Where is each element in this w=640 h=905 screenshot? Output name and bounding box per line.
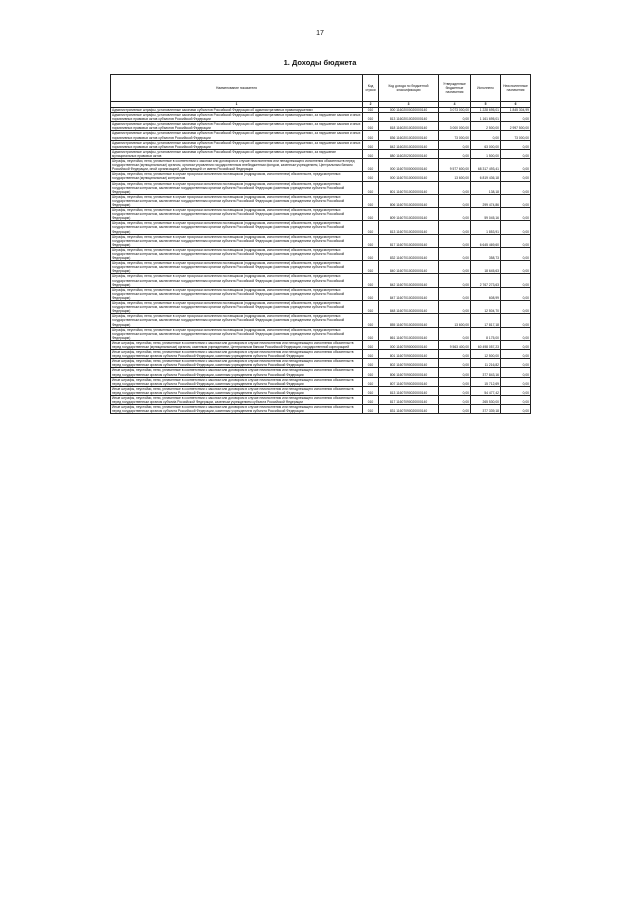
row-indicator-name: Иные штрафы, неустойки, пени, уплаченные в соответствии с законом или договором в случае неисполнения или ненадлежащего исполнения обязательств перед государственным органом субъекта Российской Федерации, казенным учреждением субъекта Российской Федерации — [111, 368, 363, 377]
row-executed-amount: 1 161 695,01 — [471, 113, 501, 122]
row-line-code: 010 — [363, 405, 379, 414]
table-row — [111, 208, 531, 221]
table-row — [111, 340, 531, 349]
row-indicator-name: Штрафы, неустойки, пени, уплаченные в случае просрочки исполнения поставщиком (подрядчиком, исполнителем) обязательств, предусмотренных государственным контрактом, заключенным государственным органом субъекта Российской Федерации (казенным учреждением субъекта Российской Федерации) — [111, 301, 363, 314]
row-revenue-code: 000 11607090000000140 — [379, 340, 439, 349]
row-approved-amount: 0,00 — [439, 274, 471, 287]
row-indicator-name: Административные штрафы, установленные законами субъектов Российской Федерации об административных правонарушениях, за нарушение законов и иных нормативных правовых актов субъектов Российской Федерации — [111, 122, 363, 131]
row-indicator-name: Штрафы, неустойки, пени, уплаченные в случае просрочки исполнения поставщиком (подрядчиком, исполнителем) обязательств, предусмотренных государственным контрактом, заключенным государственным органом субъекта Российской Федерации (казенным учреждением субъекта Российской Федерации) — [111, 274, 363, 287]
row-unexecuted-amount: 1 845 304,99 — [501, 108, 531, 113]
row-unexecuted-amount: 0,00 — [501, 386, 531, 395]
row-indicator-name: Штрафы, неустойки, пени, уплаченные в случае просрочки исполнения поставщиком (подрядчиком, исполнителем) обязательств, предусмотренных государственным контрактом, заключенным государственным органом субъекта Российской Федерации (казенным учреждением субъекта Российской Федерации) — [111, 181, 363, 194]
row-indicator-name: Административные штрафы, установленные законами субъектов Российской Федерации об административных правонарушениях — [111, 108, 363, 113]
row-indicator-name: Штрафы, неустойки, пени, уплаченные в случае просрочки исполнения поставщиком (подрядчиком, исполнителем) обязательств, предусмотренных государственным контрактом, заключенным государственным органом субъекта Российской Федерации (казенным учреждением субъекта Российской Федерации) — [111, 234, 363, 247]
table-row — [111, 274, 531, 287]
header-unexecuted: Неисполненные назначения — [501, 75, 531, 102]
header-approved: Утвержденные бюджетные назначения — [439, 75, 471, 102]
row-executed-amount: 0,00 — [471, 131, 501, 140]
row-unexecuted-amount: 0,00 — [501, 350, 531, 359]
row-unexecuted-amount: 0,00 — [501, 208, 531, 221]
table-row — [111, 327, 531, 340]
row-executed-amount: 6 645 469,60 — [471, 234, 501, 247]
row-approved-amount: 0,00 — [439, 113, 471, 122]
row-executed-amount: 15 712,69 — [471, 377, 501, 386]
row-line-code: 010 — [363, 261, 379, 274]
row-line-code: 010 — [363, 274, 379, 287]
row-executed-amount: 265 530,00 — [471, 396, 501, 405]
table-row — [111, 221, 531, 234]
row-unexecuted-amount: 0,00 — [501, 159, 531, 172]
table-row — [111, 314, 531, 327]
row-revenue-code: 806 11607010020000140 — [379, 194, 439, 207]
row-indicator-name: Штрафы, неустойки, пени, уплаченные в случае просрочки исполнения поставщиком (подрядчиком, исполнителем) обязательств, предусмотренных государственным (муниципальным) контрактом — [111, 172, 363, 181]
row-approved-amount: 3 073 000,00 — [439, 108, 471, 113]
row-executed-amount: 1 853,91 — [471, 221, 501, 234]
row-revenue-code: 848 11607010020000140 — [379, 301, 439, 314]
column-number: 3 — [379, 102, 439, 108]
row-unexecuted-amount: 0,00 — [501, 234, 531, 247]
row-indicator-name: Штрафы, неустойки, пени, уплаченные в случае просрочки исполнения поставщиком (подрядчиком, исполнителем) обязательств, предусмотренных государственным контрактом, заключенным государственным органом субъекта Российской Федерации (казенным учреждением субъекта Российской Федерации) — [111, 314, 363, 327]
row-executed-amount: 2 767 273,63 — [471, 274, 501, 287]
row-revenue-code: 855 11607010020000140 — [379, 314, 439, 327]
row-executed-amount: 6 819 436,18 — [471, 172, 501, 181]
row-revenue-code: 801 11607090020000140 — [379, 350, 439, 359]
row-revenue-code: 842 11607010020000140 — [379, 274, 439, 287]
row-revenue-code: 818 11602010020000140 — [379, 122, 439, 131]
row-revenue-code: 847 11607010020000140 — [379, 287, 439, 300]
row-line-code: 010 — [363, 113, 379, 122]
row-revenue-code: 817 11607090020000140 — [379, 396, 439, 405]
row-approved-amount: 0,00 — [439, 208, 471, 221]
row-unexecuted-amount: 0,00 — [501, 221, 531, 234]
row-indicator-name: Штрафы, неустойки, пени, уплаченные в случае просрочки исполнения поставщиком (подрядчиком, исполнителем) обязательств, предусмотренных государственным контрактом, заключенным государственным органом субъекта Российской Федерации (казенным учреждением субъекта Российской Федерации) — [111, 208, 363, 221]
row-unexecuted-amount: 0,00 — [501, 301, 531, 314]
row-indicator-name: Иные штрафы, неустойки, пени, уплаченные в соответствии с законом или договором в случае неисполнения или ненадлежащего исполнения обязательств перед государственным (муниципальным) органом, казенным учреждением, Центральным банком Российской Федерации, государственной корпорацией — [111, 340, 363, 349]
row-approved-amount: 9 577 600,00 — [439, 159, 471, 172]
row-approved-amount: 0,00 — [439, 221, 471, 234]
row-line-code: 010 — [363, 301, 379, 314]
row-unexecuted-amount: 0,00 — [501, 314, 531, 327]
row-revenue-code: 861 11607010020000140 — [379, 327, 439, 340]
row-revenue-code: 831 11607090020000140 — [379, 405, 439, 414]
row-revenue-code: 840 11607010020000140 — [379, 261, 439, 274]
row-revenue-code: 813 11607090020000140 — [379, 386, 439, 395]
row-approved-amount: 13 600,00 — [439, 314, 471, 327]
table-row — [111, 122, 531, 131]
row-approved-amount: 0,00 — [439, 359, 471, 368]
table-row — [111, 181, 531, 194]
table-row — [111, 377, 531, 386]
row-indicator-name: Иные штрафы, неустойки, пени, уплаченные в соответствии с законом или договором в случае неисполнения или ненадлежащего исполнения обязательств перед государственным органом субъекта Российской Федерации, казенным учреждением субъекта Российской Федерации — [111, 359, 363, 368]
row-executed-amount: 17 817,18 — [471, 314, 501, 327]
header-revenue-code: Код дохода по бюджетной классификации — [379, 75, 439, 102]
row-executed-amount: 8 175,00 — [471, 327, 501, 340]
row-line-code: 010 — [363, 368, 379, 377]
row-approved-amount: 9 563 400,00 — [439, 340, 471, 349]
table-row — [111, 159, 531, 172]
row-executed-amount: 1 500,00 — [471, 149, 501, 158]
header-line-code: Код строки — [363, 75, 379, 102]
row-line-code: 010 — [363, 287, 379, 300]
row-indicator-name: Административные штрафы, установленные законами субъектов Российской Федерации об административных правонарушениях, за нарушение законов и иных нормативных правовых актов субъектов Российской Федерации — [111, 140, 363, 149]
row-line-code: 010 — [363, 247, 379, 260]
table-row — [111, 287, 531, 300]
row-approved-amount: 0,00 — [439, 301, 471, 314]
row-approved-amount: 0,00 — [439, 327, 471, 340]
table-row — [111, 131, 531, 140]
table-body — [111, 108, 531, 414]
row-unexecuted-amount: 0,00 — [501, 405, 531, 414]
row-approved-amount: 0,00 — [439, 405, 471, 414]
row-approved-amount: 0,00 — [439, 194, 471, 207]
row-approved-amount: 0,00 — [439, 181, 471, 194]
header-indicator-name: Наименование показателя — [111, 75, 363, 102]
row-unexecuted-amount: 0,00 — [501, 377, 531, 386]
row-line-code: 010 — [363, 386, 379, 395]
row-revenue-code: 842 11602010020000140 — [379, 140, 439, 149]
row-unexecuted-amount: 0,00 — [501, 396, 531, 405]
row-unexecuted-amount: 0,00 — [501, 274, 531, 287]
row-indicator-name: Штрафы, неустойки, пени, уплаченные в случае просрочки исполнения поставщиком (подрядчиком, исполнителем) обязательств, предусмотренных государственным контрактом, заключенным государственным органом субъекта Российской Федерации (казенным учреждением субъекта Российской Федерации) — [111, 221, 363, 234]
table-row — [111, 172, 531, 181]
row-approved-amount: 0,00 — [439, 287, 471, 300]
row-executed-amount: 18 645,63 — [471, 261, 501, 274]
row-line-code: 010 — [363, 159, 379, 172]
row-unexecuted-amount: 0,00 — [501, 181, 531, 194]
row-line-code: 010 — [363, 221, 379, 234]
row-executed-amount: 11 216,82 — [471, 359, 501, 368]
row-approved-amount: 0,00 — [439, 350, 471, 359]
row-revenue-code: 836 11602010020000140 — [379, 131, 439, 140]
row-indicator-name: Административные штрафы, установленные законами субъектов Российской Федерации об административных правонарушениях, за нарушение муниципальных правовых актов — [111, 149, 363, 158]
table-row — [111, 234, 531, 247]
row-line-code: 010 — [363, 396, 379, 405]
row-approved-amount: 0,00 — [439, 386, 471, 395]
row-line-code: 010 — [363, 122, 379, 131]
row-approved-amount: 73 000,00 — [439, 131, 471, 140]
budget-revenue-table — [110, 74, 531, 414]
row-line-code: 010 — [363, 194, 379, 207]
row-executed-amount: 608,99 — [471, 287, 501, 300]
row-executed-amount: 299 474,86 — [471, 194, 501, 207]
row-revenue-code: 832 11607010020000140 — [379, 247, 439, 260]
row-revenue-code: 813 11607010020000140 — [379, 221, 439, 234]
row-line-code: 010 — [363, 234, 379, 247]
row-executed-amount: 377 339,18 — [471, 405, 501, 414]
row-line-code: 010 — [363, 327, 379, 340]
row-unexecuted-amount: 0,00 — [501, 368, 531, 377]
table-row — [111, 396, 531, 405]
row-unexecuted-amount: 0,00 — [501, 327, 531, 340]
row-unexecuted-amount: 0,00 — [501, 113, 531, 122]
row-revenue-code: 801 11607010020000140 — [379, 181, 439, 194]
row-line-code: 010 — [363, 108, 379, 113]
column-number: 1 — [111, 102, 363, 108]
table-row — [111, 113, 531, 122]
row-unexecuted-amount: 2 997 500,00 — [501, 122, 531, 131]
table-row — [111, 368, 531, 377]
row-approved-amount: 0,00 — [439, 149, 471, 158]
table-row — [111, 405, 531, 414]
column-number: 6 — [501, 102, 531, 108]
row-executed-amount: 12 504,70 — [471, 301, 501, 314]
row-revenue-code: 802 11607090020000140 — [379, 359, 439, 368]
table-row — [111, 140, 531, 149]
row-revenue-code: 807 11607090020000140 — [379, 377, 439, 386]
row-approved-amount: 0,00 — [439, 368, 471, 377]
row-line-code: 010 — [363, 140, 379, 149]
row-indicator-name: Административные штрафы, установленные законами субъектов Российской Федерации об административных правонарушениях, за нарушение законов и иных нормативных правовых актов субъектов Российской Федерации — [111, 113, 363, 122]
row-approved-amount: 0,00 — [439, 140, 471, 149]
table-header-row — [111, 75, 531, 102]
table-row — [111, 149, 531, 158]
table-row — [111, 194, 531, 207]
row-indicator-name: Иные штрафы, неустойки, пени, уплаченные в соответствии с законом или договором в случае неисполнения или ненадлежащего исполнения обязательств перед государственным органом субъекта Российской Федерации, казенным учреждением субъекта Российской Федерации — [111, 377, 363, 386]
row-executed-amount: 68 317 493,41 — [471, 159, 501, 172]
row-indicator-name: Штрафы, неустойки, пени, уплаченные в случае просрочки исполнения поставщиком (подрядчиком, исполнителем) обязательств, предусмотренных государственным контрактом, заключенным государственным органом субъекта Российской Федерации (казенным учреждением субъекта Российской Федерации) — [111, 247, 363, 260]
row-approved-amount: 0,00 — [439, 396, 471, 405]
row-indicator-name: Административные штрафы, установленные законами субъектов Российской Федерации об административных правонарушениях, за нарушение законов и иных нормативных правовых актов субъектов Российской Федерации — [111, 131, 363, 140]
row-unexecuted-amount: 0,00 — [501, 359, 531, 368]
row-revenue-code: 806 11607090020000140 — [379, 368, 439, 377]
row-unexecuted-amount: 73 000,00 — [501, 131, 531, 140]
row-revenue-code: 817 11607010020000140 — [379, 234, 439, 247]
row-indicator-name: Штрафы, неустойки, пени, уплаченные в случае просрочки исполнения поставщиком (подрядчиком, исполнителем) обязательств, предусмотренных государственным контрактом, заключенным государственным органом субъекта Российской Федерации (казенным учреждением субъекта Российской Федерации) — [111, 194, 363, 207]
row-revenue-code: 813 11602010020000140 — [379, 113, 439, 122]
row-unexecuted-amount: 0,00 — [501, 261, 531, 274]
row-executed-amount: 138,18 — [471, 181, 501, 194]
table-row — [111, 247, 531, 260]
row-unexecuted-amount: 0,00 — [501, 247, 531, 260]
row-unexecuted-amount: 0,00 — [501, 340, 531, 349]
row-line-code: 010 — [363, 359, 379, 368]
row-revenue-code: 000 11607000000000140 — [379, 159, 439, 172]
row-line-code: 010 — [363, 340, 379, 349]
row-revenue-code: 809 11607010020000140 — [379, 208, 439, 221]
row-unexecuted-amount: 0,00 — [501, 172, 531, 181]
table-row — [111, 350, 531, 359]
row-executed-amount: 2 500,00 — [471, 122, 501, 131]
table-row — [111, 301, 531, 314]
row-revenue-code: 000 11607010000000140 — [379, 172, 439, 181]
table-row — [111, 386, 531, 395]
row-line-code: 010 — [363, 172, 379, 181]
row-unexecuted-amount: 0,00 — [501, 149, 531, 158]
header-executed: Исполнено — [471, 75, 501, 102]
column-number: 5 — [471, 102, 501, 108]
row-line-code: 010 — [363, 314, 379, 327]
row-approved-amount: 0,00 — [439, 377, 471, 386]
row-indicator-name: Иные штрафы, неустойки, пени, уплаченные в соответствии с законом или договором в случае неисполнения или ненадлежащего исполнения обязательств перед государственным органом субъекта Российской Федерации, казенным учреждением субъекта Российской Федерации — [111, 350, 363, 359]
row-revenue-code: 000 11602000020000140 — [379, 108, 439, 113]
row-line-code: 010 — [363, 181, 379, 194]
row-line-code: 010 — [363, 131, 379, 140]
page-number: 17 — [316, 30, 324, 37]
row-unexecuted-amount: 0,00 — [501, 194, 531, 207]
row-executed-amount: 1 228 695,01 — [471, 108, 501, 113]
row-indicator-name: Штрафы, неустойки, пени, уплаченные в случае просрочки исполнения поставщиком (подрядчиком, исполнителем) обязательств, предусмотренных государственным контрактом, заключенным государственным органом субъекта Российской Федерации (казенным учреждением субъекта Российской Федерации) — [111, 287, 363, 300]
section-title: 1. Доходы бюджета — [283, 58, 357, 67]
row-approved-amount: 0,00 — [439, 247, 471, 260]
row-indicator-name: Иные штрафы, неустойки, пени, уплаченные в соответствии с законом или договором в случае неисполнения или ненадлежащего исполнения обязательств перед государственным органом субъекта Российской Федерации, казенным учреждением субъекта Российской Федерации — [111, 405, 363, 414]
row-executed-amount: 60 498 057,23 — [471, 340, 501, 349]
row-approved-amount: 0,00 — [439, 261, 471, 274]
table-row — [111, 261, 531, 274]
row-executed-amount: 59 045,16 — [471, 208, 501, 221]
row-revenue-code: 880 11602020020000140 — [379, 149, 439, 158]
column-number: 4 — [439, 102, 471, 108]
row-executed-amount: 63 000,00 — [471, 140, 501, 149]
row-line-code: 010 — [363, 208, 379, 221]
row-indicator-name: Штрафы, неустойки, пени, уплаченные в соответствии с законом или договором в случае неисполнения или ненадлежащего исполнения обязательств перед государственным (муниципальным) органом, органом управления государственным внебюджетным фондом, казенным учреждением, Центральным банком Российской Федерации, иной организацией, действующей от имени Российской Федерации — [111, 159, 363, 172]
row-indicator-name: Иные штрафы, неустойки, пени, уплаченные в соответствии с законом или договором в случае неисполнения или ненадлежащего исполнения обязательств перед государственным органом субъекta Российской Федерации, казенным учреждением субъекта Российской Федерации — [111, 396, 363, 405]
column-number: 2 — [363, 102, 379, 108]
row-unexecuted-amount: 0,00 — [501, 140, 531, 149]
row-approved-amount: 0,00 — [439, 234, 471, 247]
table-row — [111, 359, 531, 368]
row-line-code: 010 — [363, 149, 379, 158]
row-executed-amount: 54 477,42 — [471, 386, 501, 395]
row-executed-amount: 358,73 — [471, 247, 501, 260]
row-line-code: 010 — [363, 350, 379, 359]
row-executed-amount: 12 500,00 — [471, 350, 501, 359]
row-indicator-name: Штрафы, неустойки, пени, уплаченные в случае просрочки исполнения поставщиком (подрядчиком, исполнителем) обязательств, предусмотренных государственным контрактом, заключенным государственным органом субъекта Российской Федерации (казенным учреждением субъекта Российской Федерации) — [111, 327, 363, 340]
row-line-code: 010 — [363, 377, 379, 386]
row-indicator-name: Иные штрафы, неустойки, пени, уплаченные в соответствии с законом или договором в случае неисполнения или ненадлежащего исполнения обязательств перед государственным органом субъекта Российской Федерации, казенным учреждением субъекта Российской Федерации — [111, 386, 363, 395]
row-unexecuted-amount: 0,00 — [501, 287, 531, 300]
row-approved-amount: 3 000 000,00 — [439, 122, 471, 131]
row-approved-amount: 13 600,00 — [439, 172, 471, 181]
row-indicator-name: Штрафы, неустойки, пени, уплаченные в случае просрочки исполнения поставщиком (подрядчиком, исполнителем) обязательств, предусмотренных государственным контрактом, заключенным государственным органом субъекта Российской Федерации (казенным учреждением субъекта Российской Федерации) — [111, 261, 363, 274]
row-executed-amount: 377 843,16 — [471, 368, 501, 377]
